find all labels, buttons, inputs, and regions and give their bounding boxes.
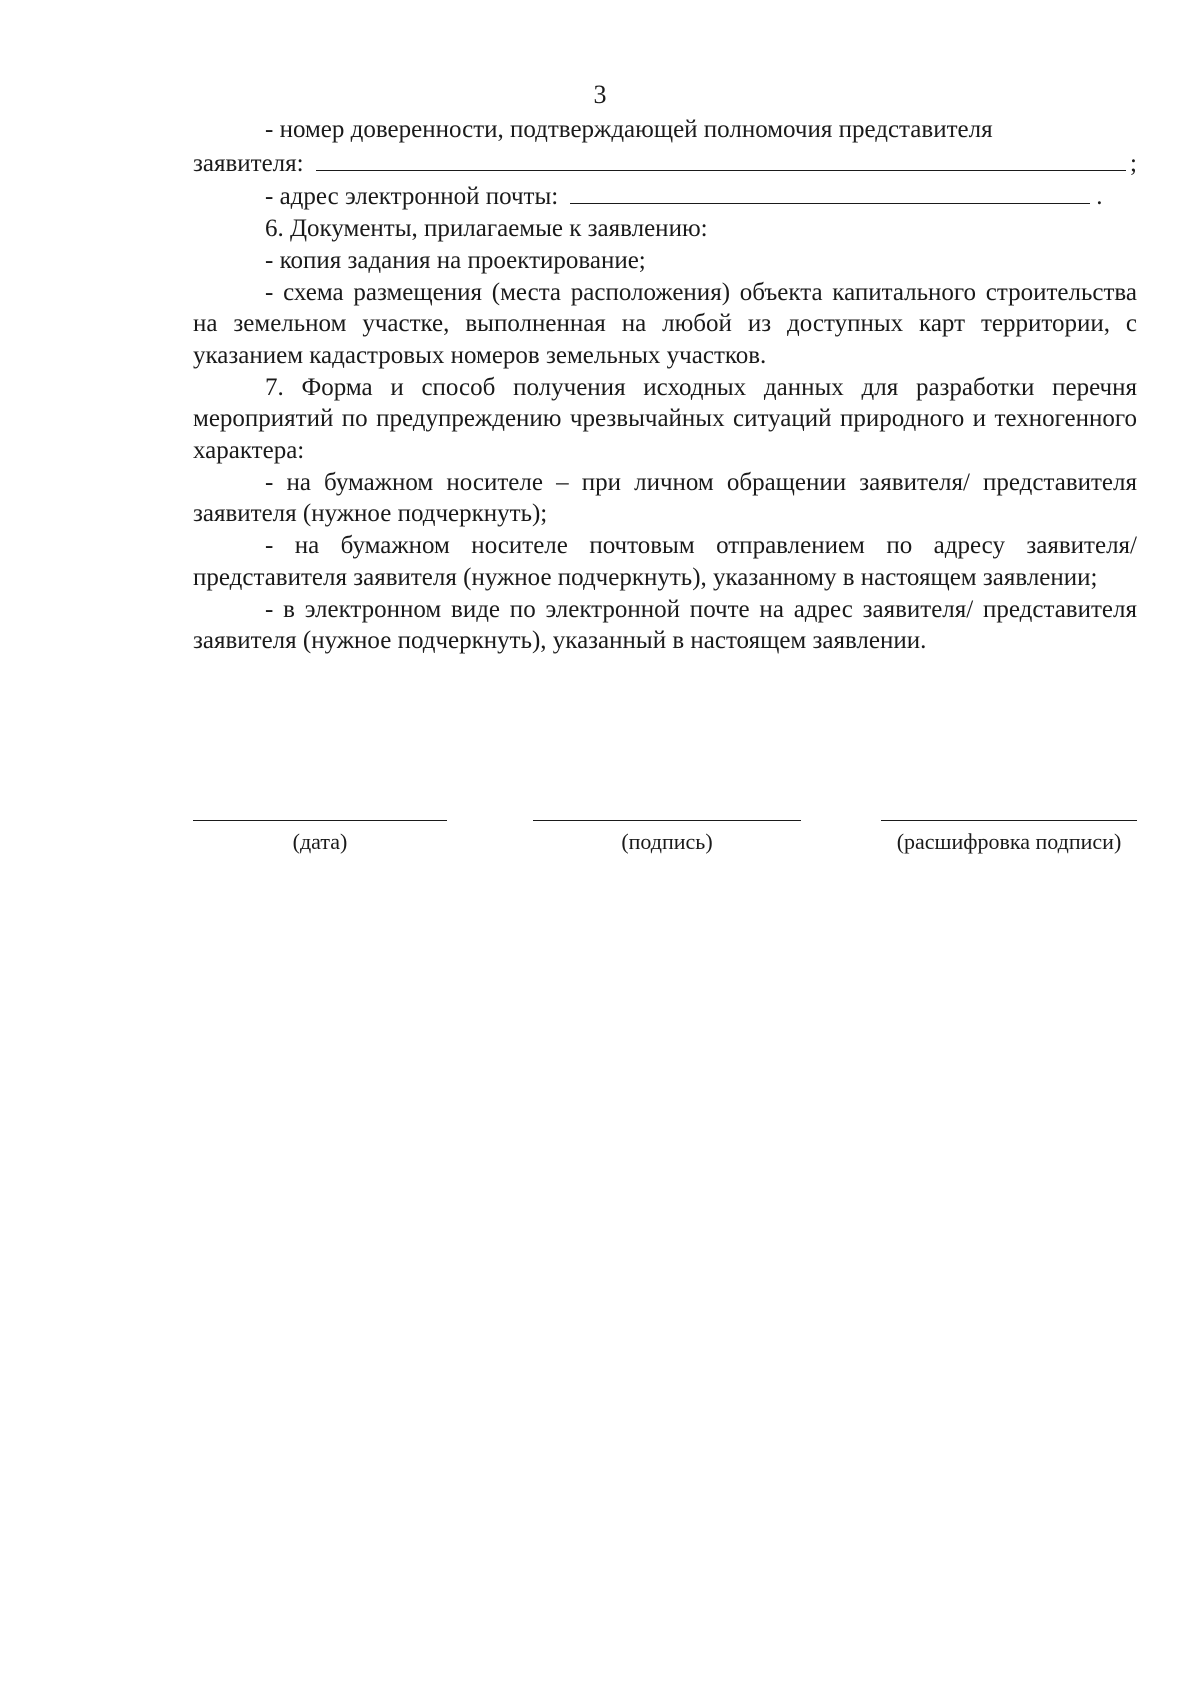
email-end: . xyxy=(1096,183,1103,211)
document-body xyxy=(193,114,1137,657)
signature-block xyxy=(193,820,1137,880)
option-electronic: - в электронном виде по электронной почте на адрес заявителя/ представителя заявителя (нужное подчеркнуть), указанный в настоящем заявлении. xyxy=(193,595,1137,655)
signature-slot xyxy=(533,820,801,855)
proxy-number-label: - номер доверенности, подтверждающей полномочия представителя xyxy=(265,116,993,143)
proxy-number-label-cont: заявителя: xyxy=(193,149,304,177)
transcript-caption: (расшифровка подписи) xyxy=(896,829,1122,854)
proxy-number-line xyxy=(193,146,1137,180)
email-label: - адрес электронной почты: xyxy=(265,183,559,211)
signature-caption: (подпись) xyxy=(621,829,713,854)
date-signature-slot xyxy=(193,820,447,855)
documents-heading: 6. Документы, прилагаемые к заявлению: xyxy=(265,215,708,243)
proxy-number-end: ; xyxy=(1130,149,1137,177)
form-heading: 7. Форма и способ получения исходных данных для разработки перечня мероприятий по предупреждению чрезвычайных ситуаций природного и техногенного характера: xyxy=(193,373,1137,465)
transcript-line[interactable] xyxy=(881,820,1137,821)
placement-scheme-item: - схема размещения (места расположения) объекта капитального строительства на земельном участке, выполненная на любой из доступных карт территории, с указанием кадастровых номеров земельных участков. xyxy=(193,278,1137,369)
email-line xyxy=(193,179,1137,213)
page-number: 3 xyxy=(593,80,607,109)
signature-line[interactable] xyxy=(533,820,801,821)
proxy-number-field[interactable] xyxy=(316,146,1126,171)
email-field[interactable] xyxy=(570,179,1090,204)
transcript-signature-slot xyxy=(881,820,1137,855)
option-paper-personal: - на бумажном носителе – при личном обращении заявителя/ представителя заявителя (нужное подчеркнуть); xyxy=(193,468,1137,528)
option-paper-mail: - на бумажном носителе почтовым отправлением по адресу заявителя/ представителя заявителя (нужное подчеркнуть), указанному в настоящем заявлении; xyxy=(193,532,1137,591)
date-line[interactable] xyxy=(193,820,447,821)
date-caption: (дата) xyxy=(292,829,348,854)
design-task-copy-item: - копия задания на проектирование; xyxy=(265,246,646,274)
